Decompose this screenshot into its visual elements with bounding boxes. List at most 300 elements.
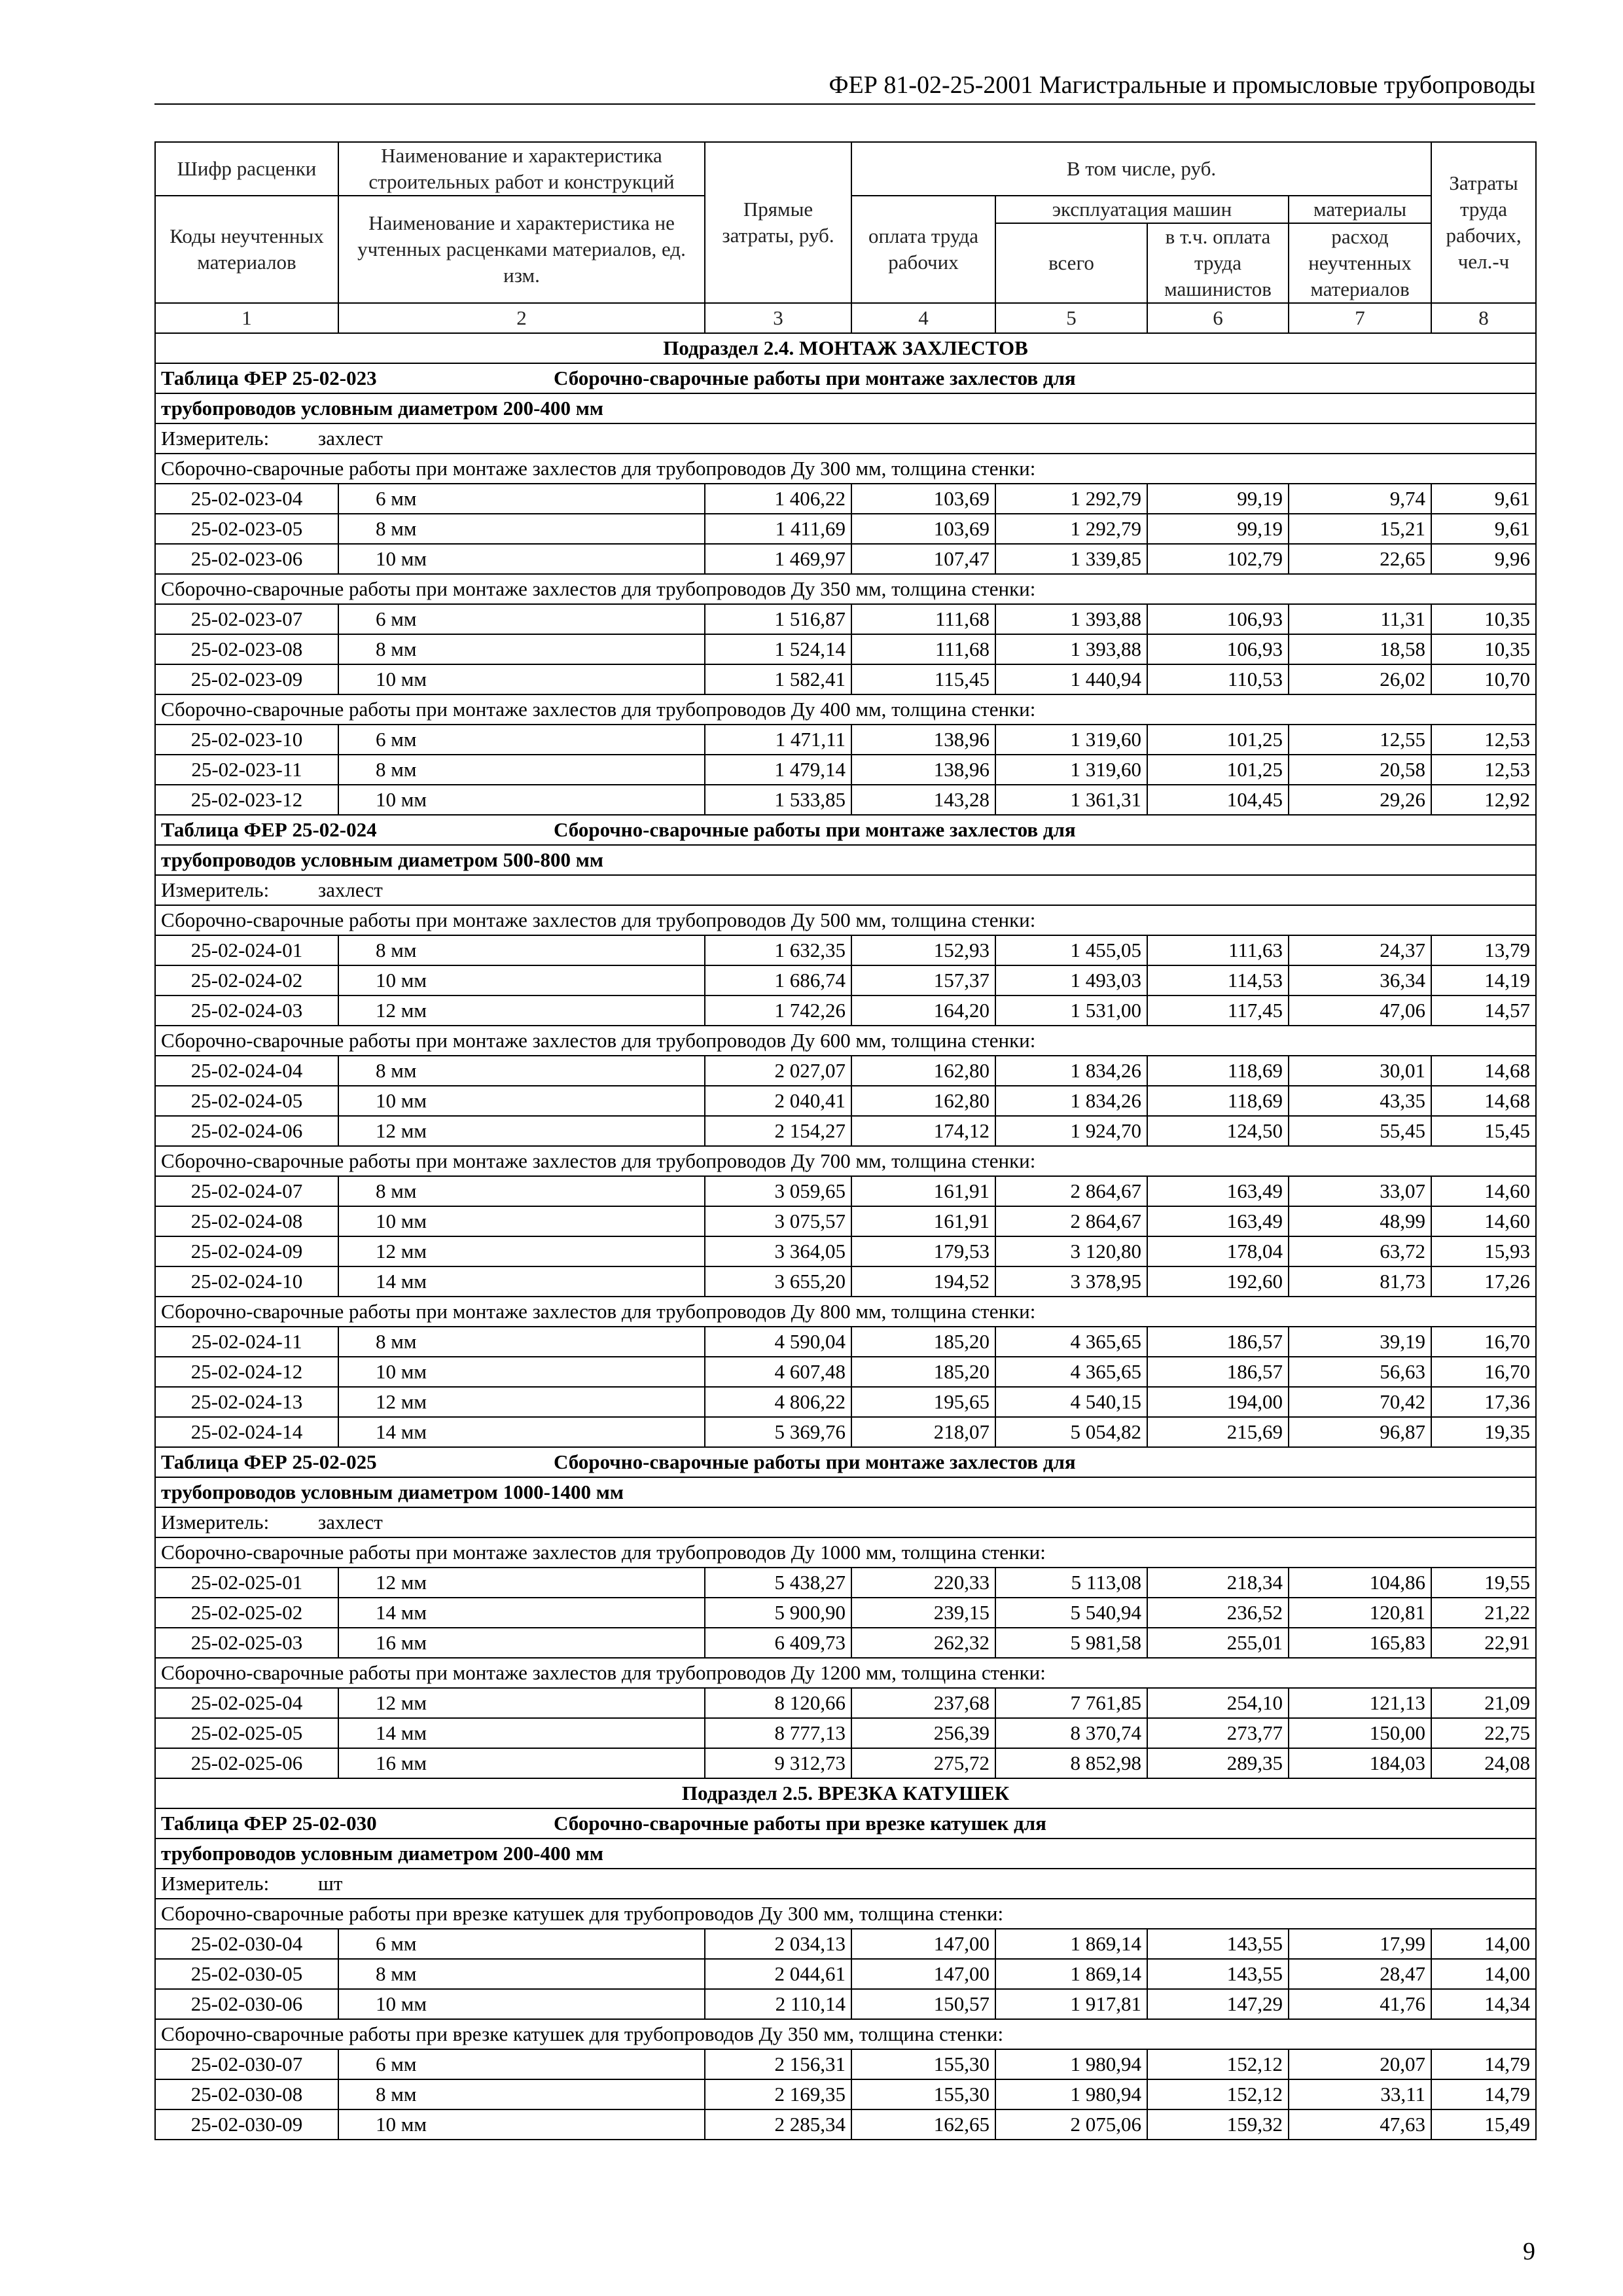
materials: 20,58 xyxy=(1289,755,1431,785)
materials: 22,65 xyxy=(1289,544,1431,574)
table-label: Таблица ФЕР 25-02-023 xyxy=(161,367,377,389)
materials: 165,83 xyxy=(1289,1628,1431,1658)
labor-hours: 22,75 xyxy=(1431,1718,1536,1748)
table-row xyxy=(155,935,1536,965)
measure-label: Измеритель: xyxy=(161,878,270,901)
worker-wage: 150,57 xyxy=(851,1989,995,2019)
materials: 33,11 xyxy=(1289,2079,1431,2109)
labor-hours: 9,61 xyxy=(1431,484,1536,514)
hdr-direct: Прямые затраты, руб. xyxy=(705,142,851,303)
table-title-line2: трубопроводов условным диаметром 200-400 мм xyxy=(155,393,1536,423)
table-row xyxy=(155,544,1536,574)
rate-code: 25-02-023-12 xyxy=(155,785,338,815)
wall-thickness: 6 мм xyxy=(338,604,705,634)
labor-hours: 9,61 xyxy=(1431,514,1536,544)
table-title xyxy=(155,1447,1536,1477)
materials: 81,73 xyxy=(1289,1266,1431,1297)
table-row xyxy=(155,725,1536,755)
measure-unit: захлест xyxy=(318,878,383,901)
materials: 150,00 xyxy=(1289,1718,1431,1748)
rate-code: 25-02-024-02 xyxy=(155,965,338,996)
direct-cost: 2 034,13 xyxy=(705,1929,851,1959)
worker-wage: 147,00 xyxy=(851,1929,995,1959)
labor-hours: 14,79 xyxy=(1431,2049,1536,2079)
direct-cost: 2 169,35 xyxy=(705,2079,851,2109)
operator-wage: 99,19 xyxy=(1147,484,1289,514)
rate-code: 25-02-025-04 xyxy=(155,1688,338,1718)
labor-hours: 14,79 xyxy=(1431,2079,1536,2109)
machines-total: 1 393,88 xyxy=(995,604,1147,634)
group-row xyxy=(155,694,1536,725)
rate-code: 25-02-024-14 xyxy=(155,1417,338,1447)
operator-wage: 163,49 xyxy=(1147,1176,1289,1206)
group-title: Сборочно-сварочные работы при монтаже захлестов для трубопроводов Ду 350 мм, толщина стенки: xyxy=(155,574,1536,604)
worker-wage: 138,96 xyxy=(851,725,995,755)
operator-wage: 192,60 xyxy=(1147,1266,1289,1297)
worker-wage: 161,91 xyxy=(851,1206,995,1236)
machines-total: 1 869,14 xyxy=(995,1929,1147,1959)
direct-cost: 2 285,34 xyxy=(705,2109,851,2140)
materials: 55,45 xyxy=(1289,1116,1431,1146)
worker-wage: 111,68 xyxy=(851,634,995,664)
labor-hours: 19,55 xyxy=(1431,1568,1536,1598)
worker-wage: 174,12 xyxy=(851,1116,995,1146)
labor-hours: 12,53 xyxy=(1431,725,1536,755)
wall-thickness: 10 мм xyxy=(338,965,705,996)
table-title-row-2 xyxy=(155,393,1536,423)
group-title: Сборочно-сварочные работы при монтаже захлестов для трубопроводов Ду 400 мм, толщина стенки: xyxy=(155,694,1536,725)
rate-code: 25-02-030-07 xyxy=(155,2049,338,2079)
operator-wage: 102,79 xyxy=(1147,544,1289,574)
wall-thickness: 8 мм xyxy=(338,935,705,965)
table-row xyxy=(155,634,1536,664)
worker-wage: 275,72 xyxy=(851,1748,995,1778)
wall-thickness: 10 мм xyxy=(338,2109,705,2140)
labor-hours: 10,35 xyxy=(1431,604,1536,634)
materials: 12,55 xyxy=(1289,725,1431,755)
wall-thickness: 10 мм xyxy=(338,664,705,694)
operator-wage: 106,93 xyxy=(1147,634,1289,664)
worker-wage: 143,28 xyxy=(851,785,995,815)
table-row xyxy=(155,2109,1536,2140)
measure-row xyxy=(155,1869,1536,1899)
wall-thickness: 8 мм xyxy=(338,755,705,785)
table-row xyxy=(155,484,1536,514)
table-row xyxy=(155,1718,1536,1748)
rate-code: 25-02-025-01 xyxy=(155,1568,338,1598)
worker-wage: 103,69 xyxy=(851,514,995,544)
group-title: Сборочно-сварочные работы при врезке катушек для трубопроводов Ду 300 мм, толщина стенки: xyxy=(155,1899,1536,1929)
direct-cost: 2 040,41 xyxy=(705,1086,851,1116)
table-row xyxy=(155,965,1536,996)
wall-thickness: 12 мм xyxy=(338,996,705,1026)
machines-total: 1 455,05 xyxy=(995,935,1147,965)
hdr-machines: эксплуатация машин xyxy=(995,196,1289,223)
machines-total: 5 981,58 xyxy=(995,1628,1147,1658)
table-title-line1: Сборочно-сварочные работы при врезке катушек для xyxy=(554,1812,1046,1835)
machines-total: 1 440,94 xyxy=(995,664,1147,694)
materials: 24,37 xyxy=(1289,935,1431,965)
labor-hours: 14,19 xyxy=(1431,965,1536,996)
labor-hours: 14,60 xyxy=(1431,1176,1536,1206)
direct-cost: 1 686,74 xyxy=(705,965,851,996)
direct-cost: 1 742,26 xyxy=(705,996,851,1026)
wall-thickness: 10 мм xyxy=(338,544,705,574)
table-row xyxy=(155,2079,1536,2109)
materials: 11,31 xyxy=(1289,604,1431,634)
labor-hours: 19,35 xyxy=(1431,1417,1536,1447)
rate-code: 25-02-023-08 xyxy=(155,634,338,664)
rate-code: 25-02-024-01 xyxy=(155,935,338,965)
group-row xyxy=(155,1297,1536,1327)
measure-row xyxy=(155,875,1536,905)
direct-cost: 2 027,07 xyxy=(705,1056,851,1086)
machines-total: 1 493,03 xyxy=(995,965,1147,996)
rate-code: 25-02-030-05 xyxy=(155,1959,338,1989)
rate-code: 25-02-024-13 xyxy=(155,1387,338,1417)
operator-wage: 101,25 xyxy=(1147,725,1289,755)
col-num: 8 xyxy=(1431,303,1536,333)
hdr-incl: В том числе, руб. xyxy=(851,142,1431,196)
labor-hours: 16,70 xyxy=(1431,1357,1536,1387)
labor-hours: 15,45 xyxy=(1431,1116,1536,1146)
measure-row xyxy=(155,423,1536,454)
wall-thickness: 8 мм xyxy=(338,1176,705,1206)
machines-total: 2 864,67 xyxy=(995,1176,1147,1206)
rate-code: 25-02-023-09 xyxy=(155,664,338,694)
table-row xyxy=(155,1959,1536,1989)
group-row xyxy=(155,1899,1536,1929)
worker-wage: 162,80 xyxy=(851,1056,995,1086)
operator-wage: 99,19 xyxy=(1147,514,1289,544)
operator-wage: 152,12 xyxy=(1147,2079,1289,2109)
worker-wage: 164,20 xyxy=(851,996,995,1026)
materials: 121,13 xyxy=(1289,1688,1431,1718)
table-title xyxy=(155,1808,1536,1839)
worker-wage: 185,20 xyxy=(851,1357,995,1387)
operator-wage: 111,63 xyxy=(1147,935,1289,965)
operator-wage: 147,29 xyxy=(1147,1989,1289,2019)
direct-cost: 6 409,73 xyxy=(705,1628,851,1658)
materials: 48,99 xyxy=(1289,1206,1431,1236)
direct-cost: 3 364,05 xyxy=(705,1236,851,1266)
worker-wage: 155,30 xyxy=(851,2079,995,2109)
operator-wage: 110,53 xyxy=(1147,664,1289,694)
worker-wage: 111,68 xyxy=(851,604,995,634)
table-row xyxy=(155,1598,1536,1628)
table-row xyxy=(155,664,1536,694)
table-row xyxy=(155,1568,1536,1598)
labor-hours: 15,93 xyxy=(1431,1236,1536,1266)
table-title-row-2 xyxy=(155,845,1536,875)
labor-hours: 14,68 xyxy=(1431,1056,1536,1086)
table-title xyxy=(155,815,1536,845)
col-num: 6 xyxy=(1147,303,1289,333)
machines-total: 2 864,67 xyxy=(995,1206,1147,1236)
operator-wage: 118,69 xyxy=(1147,1056,1289,1086)
worker-wage: 237,68 xyxy=(851,1688,995,1718)
wall-thickness: 6 мм xyxy=(338,725,705,755)
operator-wage: 273,77 xyxy=(1147,1718,1289,1748)
machines-total: 1 292,79 xyxy=(995,514,1147,544)
rate-code: 25-02-024-09 xyxy=(155,1236,338,1266)
machines-total: 1 531,00 xyxy=(995,996,1147,1026)
materials: 28,47 xyxy=(1289,1959,1431,1989)
wall-thickness: 10 мм xyxy=(338,1989,705,2019)
labor-hours: 12,53 xyxy=(1431,755,1536,785)
worker-wage: 162,65 xyxy=(851,2109,995,2140)
rate-code: 25-02-025-06 xyxy=(155,1748,338,1778)
wall-thickness: 8 мм xyxy=(338,2079,705,2109)
direct-cost: 1 582,41 xyxy=(705,664,851,694)
table-row xyxy=(155,1989,1536,2019)
labor-hours: 14,60 xyxy=(1431,1206,1536,1236)
subsection-title: Подраздел 2.4. МОНТАЖ ЗАХЛЕСТОВ xyxy=(155,333,1536,363)
table-row xyxy=(155,604,1536,634)
machines-total: 3 378,95 xyxy=(995,1266,1147,1297)
operator-wage: 178,04 xyxy=(1147,1236,1289,1266)
table-row xyxy=(155,1327,1536,1357)
direct-cost: 2 110,14 xyxy=(705,1989,851,2019)
labor-hours: 14,00 xyxy=(1431,1929,1536,1959)
labor-hours: 10,35 xyxy=(1431,634,1536,664)
table-row xyxy=(155,2049,1536,2079)
rate-code: 25-02-024-11 xyxy=(155,1327,338,1357)
materials: 56,63 xyxy=(1289,1357,1431,1387)
measure-unit: захлест xyxy=(318,427,383,450)
machines-total: 1 834,26 xyxy=(995,1056,1147,1086)
worker-wage: 147,00 xyxy=(851,1959,995,1989)
running-head: ФЕР 81-02-25-2001 Магистральные и промысловые трубопроводы xyxy=(154,71,1535,105)
measure-unit: шт xyxy=(318,1872,343,1895)
direct-cost: 8 777,13 xyxy=(705,1718,851,1748)
machines-total: 1 319,60 xyxy=(995,755,1147,785)
col-num: 4 xyxy=(851,303,995,333)
group-row xyxy=(155,454,1536,484)
worker-wage: 155,30 xyxy=(851,2049,995,2079)
operator-wage: 163,49 xyxy=(1147,1206,1289,1236)
table-row xyxy=(155,1417,1536,1447)
page-number: 9 xyxy=(1523,2238,1535,2265)
rate-code: 25-02-030-04 xyxy=(155,1929,338,1959)
wall-thickness: 10 мм xyxy=(338,1086,705,1116)
operator-wage: 255,01 xyxy=(1147,1628,1289,1658)
worker-wage: 161,91 xyxy=(851,1176,995,1206)
measure-label: Измеритель: xyxy=(161,1511,270,1534)
wall-thickness: 16 мм xyxy=(338,1628,705,1658)
table-title-row xyxy=(155,363,1536,393)
operator-wage: 218,34 xyxy=(1147,1568,1289,1598)
machines-total: 1 393,88 xyxy=(995,634,1147,664)
table-title-row xyxy=(155,1447,1536,1477)
direct-cost: 3 059,65 xyxy=(705,1176,851,1206)
table-row xyxy=(155,996,1536,1026)
table-title-line2: трубопроводов условным диаметром 200-400 мм xyxy=(155,1839,1536,1869)
worker-wage: 218,07 xyxy=(851,1417,995,1447)
wall-thickness: 14 мм xyxy=(338,1718,705,1748)
materials: 20,07 xyxy=(1289,2049,1431,2079)
wall-thickness: 8 мм xyxy=(338,514,705,544)
direct-cost: 1 479,14 xyxy=(705,755,851,785)
subsection-heading xyxy=(155,333,1536,363)
wall-thickness: 6 мм xyxy=(338,1929,705,1959)
machines-total: 1 980,94 xyxy=(995,2079,1147,2109)
header-numbers xyxy=(155,303,1536,333)
hdr-codes-unacc: Коды неучтенных материалов xyxy=(155,196,338,303)
measure-label: Измеритель: xyxy=(161,427,270,450)
rate-code: 25-02-024-04 xyxy=(155,1056,338,1086)
table-row xyxy=(155,1929,1536,1959)
table-title-row xyxy=(155,1808,1536,1839)
table-row xyxy=(155,1266,1536,1297)
machines-total: 8 852,98 xyxy=(995,1748,1147,1778)
labor-hours: 16,70 xyxy=(1431,1327,1536,1357)
rate-code: 25-02-024-05 xyxy=(155,1086,338,1116)
direct-cost: 8 120,66 xyxy=(705,1688,851,1718)
group-title: Сборочно-сварочные работы при монтаже захлестов для трубопроводов Ду 300 мм, толщина стенки: xyxy=(155,454,1536,484)
materials: 184,03 xyxy=(1289,1748,1431,1778)
operator-wage: 186,57 xyxy=(1147,1357,1289,1387)
rate-code: 25-02-024-10 xyxy=(155,1266,338,1297)
direct-cost: 4 607,48 xyxy=(705,1357,851,1387)
table-title-line1: Сборочно-сварочные работы при монтаже захлестов для xyxy=(554,818,1076,841)
materials: 47,06 xyxy=(1289,996,1431,1026)
table-title-line1: Сборочно-сварочные работы при монтаже захлестов для xyxy=(554,367,1076,389)
materials: 9,74 xyxy=(1289,484,1431,514)
group-row xyxy=(155,2019,1536,2049)
materials: 47,63 xyxy=(1289,2109,1431,2140)
worker-wage: 239,15 xyxy=(851,1598,995,1628)
wall-thickness: 14 мм xyxy=(338,1417,705,1447)
group-row xyxy=(155,905,1536,935)
group-title: Сборочно-сварочные работы при монтаже захлестов для трубопроводов Ду 1000 мм, толщина стенки: xyxy=(155,1537,1536,1568)
operator-wage: 114,53 xyxy=(1147,965,1289,996)
table-title-row xyxy=(155,815,1536,845)
operator-wage: 186,57 xyxy=(1147,1327,1289,1357)
wall-thickness: 12 мм xyxy=(338,1688,705,1718)
worker-wage: 256,39 xyxy=(851,1718,995,1748)
labor-hours: 14,68 xyxy=(1431,1086,1536,1116)
operator-wage: 106,93 xyxy=(1147,604,1289,634)
rate-code: 25-02-023-06 xyxy=(155,544,338,574)
machines-total: 1 339,85 xyxy=(995,544,1147,574)
measure xyxy=(155,1869,1536,1899)
worker-wage: 103,69 xyxy=(851,484,995,514)
table-row xyxy=(155,1116,1536,1146)
operator-wage: 254,10 xyxy=(1147,1688,1289,1718)
worker-wage: 138,96 xyxy=(851,755,995,785)
machines-total: 1 924,70 xyxy=(995,1116,1147,1146)
direct-cost: 4 806,22 xyxy=(705,1387,851,1417)
direct-cost: 1 632,35 xyxy=(705,935,851,965)
materials: 41,76 xyxy=(1289,1989,1431,2019)
table-row xyxy=(155,1748,1536,1778)
hdr-incl-wage: в т.ч. оплата труда машинистов xyxy=(1147,223,1289,303)
labor-hours: 17,26 xyxy=(1431,1266,1536,1297)
hdr-total: всего xyxy=(995,223,1147,303)
hdr-mat-unacc: расход неучтенных материалов xyxy=(1289,223,1431,303)
wall-thickness: 6 мм xyxy=(338,2049,705,2079)
operator-wage: 118,69 xyxy=(1147,1086,1289,1116)
measure xyxy=(155,423,1536,454)
col-num: 2 xyxy=(338,303,705,333)
worker-wage: 152,93 xyxy=(851,935,995,965)
direct-cost: 2 044,61 xyxy=(705,1959,851,1989)
materials: 18,58 xyxy=(1289,634,1431,664)
hdr-wage: оплата труда рабочих xyxy=(851,196,995,303)
worker-wage: 185,20 xyxy=(851,1327,995,1357)
col-num: 1 xyxy=(155,303,338,333)
table-row xyxy=(155,1688,1536,1718)
wall-thickness: 16 мм xyxy=(338,1748,705,1778)
machines-total: 1 917,81 xyxy=(995,1989,1147,2019)
hdr-name: Наименование и характеристика строительных работ и конструкций xyxy=(338,142,705,196)
direct-cost: 3 075,57 xyxy=(705,1206,851,1236)
worker-wage: 162,80 xyxy=(851,1086,995,1116)
table-row xyxy=(155,514,1536,544)
direct-cost: 5 438,27 xyxy=(705,1568,851,1598)
machines-total: 4 365,65 xyxy=(995,1357,1147,1387)
subsection-title: Подраздел 2.5. ВРЕЗКА КАТУШЕК xyxy=(155,1778,1536,1808)
table-label: Таблица ФЕР 25-02-030 xyxy=(161,1812,377,1835)
machines-total: 1 980,94 xyxy=(995,2049,1147,2079)
table-row xyxy=(155,1206,1536,1236)
operator-wage: 117,45 xyxy=(1147,996,1289,1026)
rate-code: 25-02-030-08 xyxy=(155,2079,338,2109)
machines-total: 4 365,65 xyxy=(995,1327,1147,1357)
labor-hours: 22,91 xyxy=(1431,1628,1536,1658)
subsection-heading xyxy=(155,1778,1536,1808)
direct-cost: 3 655,20 xyxy=(705,1266,851,1297)
materials: 15,21 xyxy=(1289,514,1431,544)
table-label: Таблица ФЕР 25-02-024 xyxy=(161,818,377,841)
wall-thickness: 8 мм xyxy=(338,1327,705,1357)
worker-wage: 107,47 xyxy=(851,544,995,574)
machines-total: 7 761,85 xyxy=(995,1688,1147,1718)
wall-thickness: 14 мм xyxy=(338,1266,705,1297)
group-row xyxy=(155,1537,1536,1568)
labor-hours: 14,57 xyxy=(1431,996,1536,1026)
worker-wage: 194,52 xyxy=(851,1266,995,1297)
worker-wage: 220,33 xyxy=(851,1568,995,1598)
rate-code: 25-02-023-07 xyxy=(155,604,338,634)
wall-thickness: 12 мм xyxy=(338,1568,705,1598)
labor-hours: 10,70 xyxy=(1431,664,1536,694)
worker-wage: 195,65 xyxy=(851,1387,995,1417)
hdr-name-unacc: Наименование и характеристика не учтенных расценками материалов, ед. изм. xyxy=(338,196,705,303)
operator-wage: 289,35 xyxy=(1147,1748,1289,1778)
operator-wage: 104,45 xyxy=(1147,785,1289,815)
machines-total: 1 834,26 xyxy=(995,1086,1147,1116)
wall-thickness: 12 мм xyxy=(338,1387,705,1417)
table-row xyxy=(155,1357,1536,1387)
direct-cost: 2 156,31 xyxy=(705,2049,851,2079)
operator-wage: 101,25 xyxy=(1147,755,1289,785)
rate-code: 25-02-023-04 xyxy=(155,484,338,514)
measure-unit: захлест xyxy=(318,1511,383,1534)
wall-thickness: 10 мм xyxy=(338,785,705,815)
rate-code: 25-02-024-07 xyxy=(155,1176,338,1206)
materials: 30,01 xyxy=(1289,1056,1431,1086)
materials: 96,87 xyxy=(1289,1417,1431,1447)
operator-wage: 143,55 xyxy=(1147,1959,1289,1989)
rates-table xyxy=(154,141,1537,2140)
machines-total: 2 075,06 xyxy=(995,2109,1147,2140)
operator-wage: 194,00 xyxy=(1147,1387,1289,1417)
hdr-materials: материалы xyxy=(1289,196,1431,223)
labor-hours: 13,79 xyxy=(1431,935,1536,965)
direct-cost: 1 524,14 xyxy=(705,634,851,664)
